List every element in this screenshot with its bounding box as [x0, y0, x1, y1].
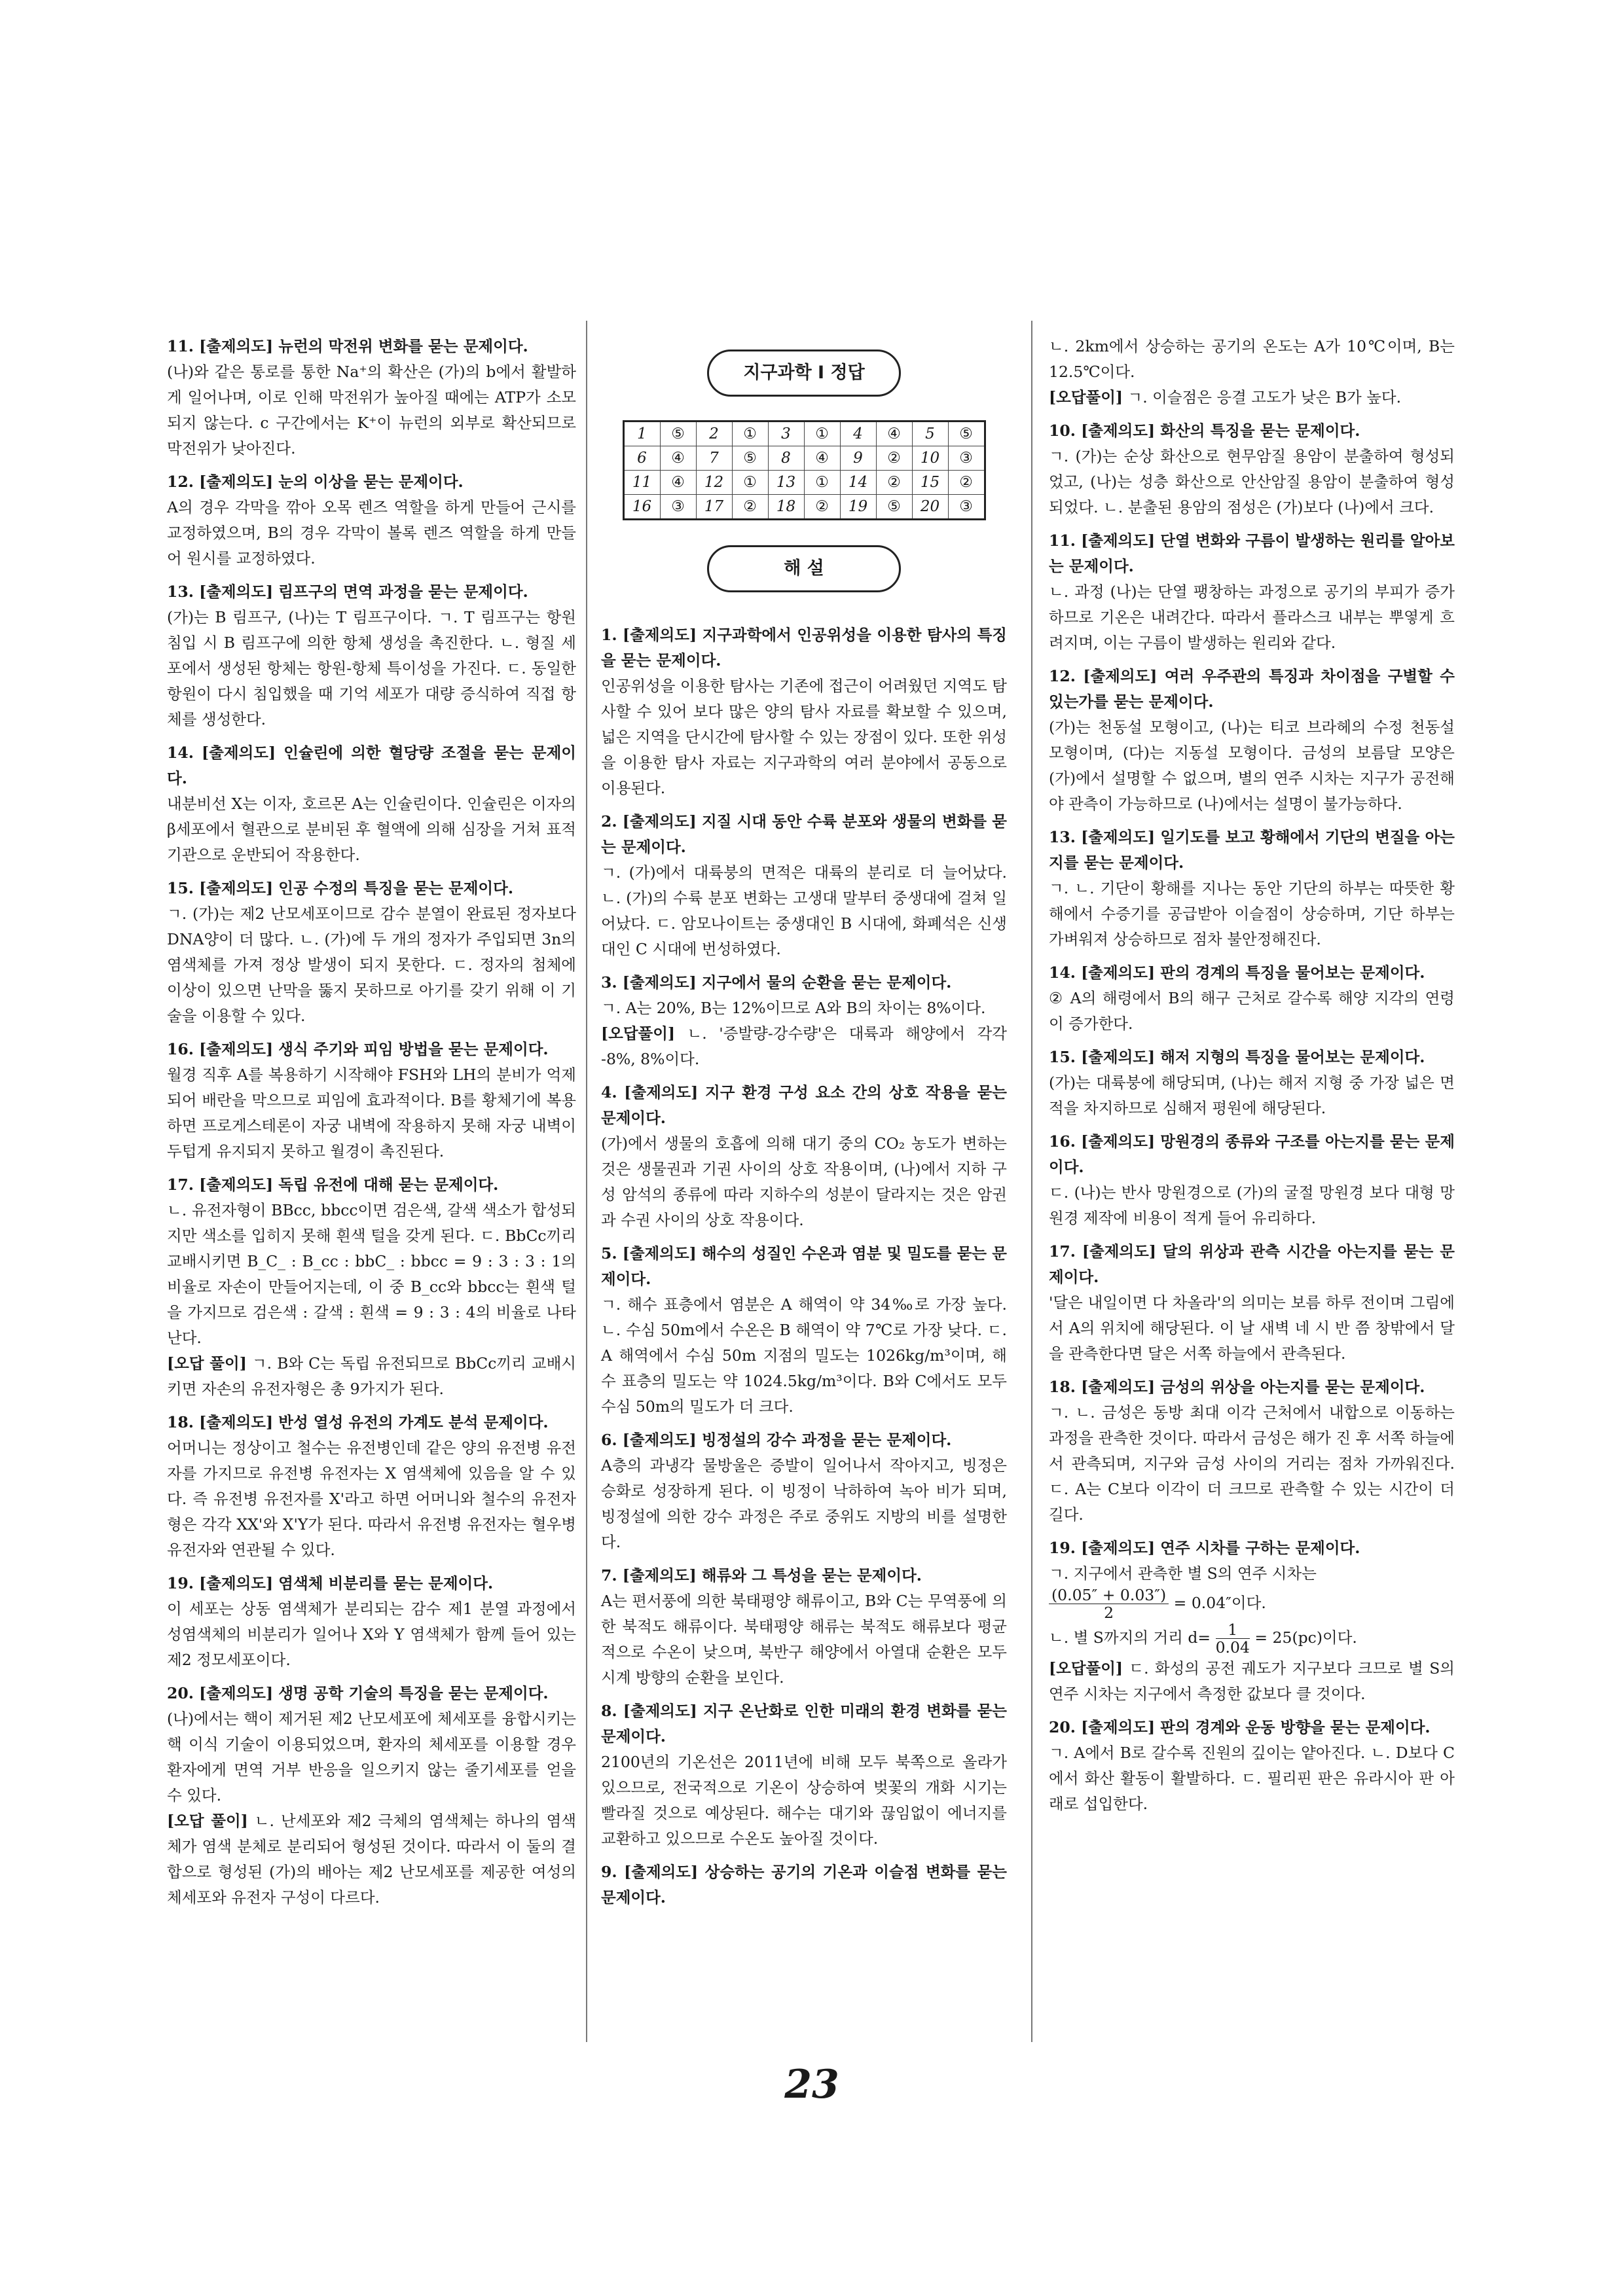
wrong-answer-label: [오답풀이]: [601, 1024, 676, 1043]
solution-item: [601, 1859, 1007, 1910]
question-heading: 19. [출제의도] 염색체 비분리를 묻는 문제이다.: [167, 1574, 494, 1592]
question-heading: 13. [출제의도] 일기도를 보고 황해에서 기단의 변질을 아는지를 묻는 문제이다.: [1049, 828, 1455, 872]
solution-text: ㄱ. (가)는 순상 화산으로 현무암질 용암이 분출하여 형성되었고, (나)는 성층 화산으로 안산암질 용암이 분출하여 형성되었다. ㄴ. 분출된 용암의 점성은 (가)보다 (나)에서 크다.: [1049, 447, 1455, 516]
answer-cell: ②: [732, 495, 768, 520]
wrong-answer-note: [167, 1808, 576, 1910]
fraction: [1216, 1621, 1250, 1656]
question-number-cell: 20: [912, 495, 948, 520]
solution-title: 해 설: [707, 545, 901, 592]
question-number-cell: 6: [623, 446, 660, 471]
question-heading: 13. [출제의도] 림프구의 면역 과정을 묻는 문제이다.: [167, 583, 528, 601]
solution-item: [1049, 334, 1455, 410]
question-heading: 1. [출제의도] 지구과학에서 인공위성을 이용한 탐사의 특징을 묻는 문제이다.: [601, 626, 1007, 670]
wrong-answer-label: [오답 풀이]: [167, 1354, 247, 1372]
fraction-numerator: (0.05″ + 0.03″): [1049, 1587, 1169, 1604]
answer-row: [623, 471, 985, 495]
solution-text: (가)는 B 림프구, (나)는 T 림프구이다. ㄱ. T 림프구는 항원 침입 시 B 림프구에 의한 항체 생성을 촉진한다. ㄴ. 형질 세포에서 생성된 항체는 항원-항체 특이성을 가진다. ㄷ. 동일한 항원이 다시 침입했을 때 기억 세포가 대량 증식하여 직접 항체를 생성한다.: [167, 608, 576, 728]
solution-text: ㄱ. A는 20%, B는 12%이므로 A와 B의 차이는 8%이다.: [601, 999, 986, 1017]
question-heading: 6. [출제의도] 빙정설의 강수 과정을 묻는 문제이다.: [601, 1431, 952, 1449]
solution-text: 어머니는 정상이고 철수는 유전병인데 같은 양의 유전병 유전자를 가지므로 유전병 유전자는 X 염색체에 있음을 알 수 있다. 즉 유전병 유전자를 X'라고 하면 어머니와 철수의 유전자형은 각각 XX'와 X'Y가 된다. 따라서 유전병 유전자는 혈우병 유전자와 연관될 수 있다.: [167, 1439, 576, 1559]
answer-key-title: 지구과학 Ⅰ 정답: [707, 350, 901, 397]
answer-cell: ⑤: [732, 446, 768, 471]
solution-text: ㄴ. 과정 (나)는 단열 팽창하는 과정으로 공기의 부피가 증가하므로 기온은 내려간다. 따라서 플라스크 내부는 뿌옇게 흐려지며, 이는 구름이 발생하는 원리와 같다.: [1049, 583, 1455, 652]
solution-text: ㄴ. 별 S까지의 거리 d=: [1049, 1628, 1211, 1647]
solution-text: ㄱ. A에서 B로 갈수록 진원의 깊이는 얕아진다. ㄴ. D보다 C에서 화산 활동이 활발하다. ㄷ. 필리핀 판은 유라시아 판 아래로 섭입한다.: [1049, 1744, 1455, 1813]
wrong-answer-note: [167, 1351, 576, 1402]
question-heading: 9. [출제의도] 상승하는 공기의 기온과 이슬점 변화를 묻는 문제이다.: [601, 1863, 1007, 1907]
question-heading: 18. [출제의도] 반성 열성 유전의 가계도 분석 문제이다.: [167, 1413, 549, 1431]
solution-item: [167, 1571, 576, 1673]
solution-item: [167, 579, 576, 732]
solution-item: [1049, 825, 1455, 952]
solution-text: 인공위성을 이용한 탐사는 기존에 접근이 어려웠던 지역도 탐사할 수 있어 보다 많은 양의 탐사 자료를 확보할 수 있으며, 넓은 지역을 단시간에 탐사할 수 있는 장점이 있다. 또한 위성을 이용한 탐사 자료는 지구과학의 여러 분야에서 공동으로 이용된다.: [601, 677, 1007, 797]
wrong-answer-note: [1049, 1656, 1455, 1707]
solution-text: ㄱ. 지구에서 관측한 별 S의 연주 시차는: [1049, 1564, 1317, 1583]
question-heading: 14. [출제의도] 인슐린에 의한 혈당량 조절을 묻는 문제이다.: [167, 744, 576, 787]
answer-cell: ④: [876, 422, 912, 446]
formula-result: = 25(pc)이다.: [1254, 1628, 1357, 1647]
solution-item: [1049, 1374, 1455, 1528]
answer-row: [623, 422, 985, 446]
solution-text: '달은 내일이면 다 차올라'의 의미는 보름 하루 전이며 그림에서 A의 위치에 해당된다. 이 날 새벽 네 시 반 쯤 창밖에서 달을 관측한다면 달은 서쪽 하늘에서 관측된다.: [1049, 1293, 1455, 1363]
question-heading: 7. [출제의도] 해류와 그 특성을 묻는 문제이다.: [601, 1566, 922, 1585]
question-heading: 16. [출제의도] 생식 주기와 피임 방법을 묻는 문제이다.: [167, 1040, 549, 1058]
solution-item: [1049, 1535, 1455, 1707]
solution-item: [167, 876, 576, 1029]
solution-text: (가)는 대륙붕에 해당되며, (나)는 해저 지형 중 가장 넓은 면적을 차지하므로 심해저 평원에 해당된다.: [1049, 1073, 1455, 1117]
solution-item: [601, 809, 1007, 962]
solution-text: (가)는 천동설 모형이고, (나)는 티코 브라헤의 수정 천동설 모형이며, (다)는 지동설 모형이다. 금성의 보름달 모양은 (가)에서 설명할 수 없으며, 별의 연주 시차는 지구가 공전해야 관측이 가능하므로 (나)에서는 설명이 불가능하다.: [1049, 718, 1455, 813]
answer-cell: ②: [948, 471, 985, 495]
solution-item: [601, 1080, 1007, 1233]
solution-item: [601, 1563, 1007, 1691]
answer-cell: ⑤: [660, 422, 696, 446]
fraction: [1049, 1587, 1169, 1621]
solution-item: [167, 469, 576, 571]
solution-text: (나)에서는 핵이 제거된 제2 난모세포에 체세포를 융합시키는 핵 이식 기술이 이용되었으며, 환자의 체세포를 이용할 경우 환자에게 면역 거부 반응을 일으키지 않는 줄기세포를 얻을 수 있다.: [167, 1710, 576, 1804]
wrong-answer-label: [오답 풀이]: [167, 1812, 248, 1830]
question-number-cell: 17: [696, 495, 732, 520]
wrong-answer-note: [1049, 385, 1455, 410]
fraction-denominator: 0.04: [1215, 1638, 1250, 1657]
column-earth-science: [601, 334, 1007, 1918]
question-heading: 3. [출제의도] 지구에서 물의 순환을 묻는 문제이다.: [601, 973, 952, 992]
wrong-answer-text: ㄴ. '증발량-강수량'은 대륙과 해양에서 각각 -8%, 8%이다.: [601, 1024, 1007, 1068]
answer-cell: ④: [660, 446, 696, 471]
question-heading: 20. [출제의도] 생명 공학 기술의 특징을 묻는 문제이다.: [167, 1684, 549, 1702]
question-heading: 15. [출제의도] 해저 지형의 특징을 물어보는 문제이다.: [1049, 1048, 1425, 1066]
solution-item: [601, 970, 1007, 1072]
solution-text: A는 편서풍에 의한 북태평양 해류이고, B와 C는 무역풍에 의한 북적도 해류이다. 북태평양 해류는 북적도 해류보다 평균적으로 수온이 낮으며, 북반구 해양에서 아열대 순환은 모두 시계 방향의 순환을 보인다.: [601, 1592, 1007, 1687]
answer-cell: ④: [804, 446, 840, 471]
solution-item: [1049, 960, 1455, 1037]
question-heading: 17. [출제의도] 독립 유전에 대해 묻는 문제이다.: [167, 1175, 499, 1194]
solution-item: [167, 334, 576, 461]
answer-cell: ①: [804, 422, 840, 446]
question-number-cell: 9: [840, 446, 876, 471]
question-number-cell: 2: [696, 422, 732, 446]
question-number-cell: 4: [840, 422, 876, 446]
fraction-numerator: 1: [1216, 1621, 1250, 1639]
fraction-denominator: 2: [1104, 1604, 1114, 1622]
question-number-cell: 8: [768, 446, 804, 471]
solution-text: ㄱ. 해수 표층에서 염분은 A 해역이 약 34‰로 가장 높다. ㄴ. 수심 50m에서 수온은 B 해역이 약 7℃로 가장 낮다. ㄷ. A 해역에서 수심 50m 지점의 밀도는 1026kg/m³이며, 해수 표층의 밀도는 약 1024.5kg/m³이다. B와 C에서도 모두 수심 50m의 밀도가 더 크다.: [601, 1295, 1007, 1416]
question-number-cell: 10: [912, 446, 948, 471]
question-heading: 12. [출제의도] 눈의 이상을 묻는 문제이다.: [167, 473, 464, 491]
solution-item: [1049, 1715, 1455, 1817]
question-number-cell: 3: [768, 422, 804, 446]
solution-text: ㄱ. (가)는 제2 난모세포이므로 감수 분열이 완료된 정자보다 DNA양이 더 많다. ㄴ. (가)에 두 개의 정자가 주입되면 3n의 염색체를 가져 정상 발생이 되지 못한다. ㄷ. 정자의 첨체에 이상이 있으면 난막을 뚫지 못하므로 아기를 갖기 위해 이 기술을 이용할 수 있다.: [167, 905, 576, 1025]
solution-item: [1049, 1239, 1455, 1367]
question-heading: 14. [출제의도] 판의 경계의 특징을 물어보는 문제이다.: [1049, 963, 1425, 982]
solution-item: [167, 1410, 576, 1563]
wrong-answer-text: ㄴ. 난세포와 제2 극체의 염색체는 하나의 염색체가 염색 분체로 분리되어 형성된 것이다. 따라서 이 둘의 결합으로 형성된 (가)의 배아는 제2 난모세포를 제공한 여성의 체세포와 유전자 구성이 다르다.: [167, 1812, 576, 1907]
formula-result: = 0.04″이다.: [1173, 1594, 1266, 1612]
answer-cell: ①: [732, 422, 768, 446]
question-heading: 19. [출제의도] 연주 시차를 구하는 문제이다.: [1049, 1539, 1360, 1557]
solution-text: 월경 직후 A를 복용하기 시작해야 FSH와 LH의 분비가 억제되어 배란을 막으므로 피임에 효과적이다. B를 황체기에 복용하면 프로게스테론이 자궁 내벽에 작용하지 못해 자궁 내벽이 두텁게 유지되지 못하고 월경이 촉진된다.: [167, 1066, 576, 1160]
answer-cell: ③: [948, 495, 985, 520]
solution-item: [167, 740, 576, 868]
answer-cell: ①: [804, 471, 840, 495]
question-heading: 5. [출제의도] 해수의 성질인 수온과 염분 및 밀도를 묻는 문제이다.: [601, 1244, 1007, 1288]
question-number-cell: 18: [768, 495, 804, 520]
solution-text: ㄷ. (나)는 반사 망원경으로 (가)의 굴절 망원경 보다 대형 망원경 제작에 비용이 적게 들어 유리하다.: [1049, 1183, 1455, 1227]
wrong-answer-note: [601, 1021, 1007, 1072]
question-number-cell: 7: [696, 446, 732, 471]
answer-cell: ②: [804, 495, 840, 520]
solution-text: A층의 과냉각 물방울은 증발이 일어나서 작아지고, 빙정은 승화로 성장하게 된다. 이 빙정이 낙하하여 녹아 비가 되며, 빙정설에 의한 강수 과정은 주로 중위도 지방의 비를 설명한다.: [601, 1456, 1007, 1551]
question-number-cell: 19: [840, 495, 876, 520]
solution-item: [1049, 528, 1455, 656]
question-heading: 20. [출제의도] 판의 경계와 운동 방향을 묻는 문제이다.: [1049, 1718, 1431, 1736]
solution-text: ㄱ. ㄴ. 금성은 동방 최대 이각 근처에서 내합으로 이동하는 과정을 관측한 것이다. 따라서 금성은 해가 진 후 서쪽 하늘에서 관측되며, 지구와 금성 사이의 거리는 점차 가까워진다. ㄷ. A는 C보다 이각이 더 크므로 관측할 수 있는 시간이 더 길다.: [1049, 1403, 1455, 1524]
question-heading: 15. [출제의도] 인공 수정의 특징을 묻는 문제이다.: [167, 879, 514, 897]
wrong-answer-label: [오답풀이]: [1049, 388, 1123, 406]
solution-text: 2100년의 기온선은 2011년에 비해 모두 북쪽으로 올라가 있으므로, 전국적으로 기온이 상승하여 벚꽃의 개화 시기는 빨라질 것으로 예상된다. 해수는 대기와 끊임없이 에너지를 교환하고 있으므로 수온도 높아질 것이다.: [601, 1753, 1007, 1848]
question-number-cell: 5: [912, 422, 948, 446]
solution-item: [1049, 664, 1455, 817]
answer-cell: ⑤: [876, 495, 912, 520]
question-number-cell: 16: [623, 495, 660, 520]
wrong-answer-text: ㄱ. 이슬점은 응결 고도가 낮은 B가 높다.: [1123, 388, 1402, 406]
question-heading: 11. [출제의도] 단열 변화와 구름이 발생하는 원리를 알아보는 문제이다.: [1049, 531, 1455, 575]
question-number-cell: 11: [623, 471, 660, 495]
question-heading: 17. [출제의도] 달의 위상과 관측 시간을 아는지를 묻는 문제이다.: [1049, 1242, 1455, 1286]
solution-item: [1049, 1129, 1455, 1231]
question-number-cell: 15: [912, 471, 948, 495]
question-heading: 10. [출제의도] 화산의 특징을 묻는 문제이다.: [1049, 422, 1360, 440]
solution-item: [1049, 418, 1455, 520]
formula-line: [1049, 1587, 1455, 1621]
solution-item: [1049, 1045, 1455, 1121]
solution-item: [167, 1681, 576, 1910]
answer-cell: ①: [732, 471, 768, 495]
formula-line: [1049, 1621, 1455, 1656]
solution-text: ㄴ. 유전자형이 BBcc, bbcc이면 검은색, 갈색 색소가 합성되지만 색소를 입히지 못해 흰색 털을 갖게 된다. ㄷ. BbCc끼리 교배시키면 B_C_ : B_cc : bbC_ : bbcc = 9 : 3 : 3 : 1의 비율로 자손이 만들어지는데, 이 중 B_cc와 bbcc는 흰색 털을 가지므로 검은색 : 갈색 : 흰색 = 9 : 3 : 4의 비율로 나타난다.: [167, 1201, 576, 1347]
solution-text: A의 경우 각막을 깎아 오목 렌즈 역할을 하게 만들어 근시를 교정하였으며, B의 경우 각막이 볼록 렌즈 역할을 하게 만들어 원시를 교정하였다.: [167, 498, 576, 567]
answer-cell: ⑤: [948, 422, 985, 446]
solution-text: ㄱ. (가)에서 대륙붕의 면적은 대륙의 분리로 더 늘어났다. ㄴ. (가)의 수륙 분포 변화는 고생대 말부터 중생대에 걸쳐 일어났다. ㄷ. 암모나이트는 중생대인 B 시대에, 화폐석은 신생대인 C 시대에 번성하였다.: [601, 863, 1007, 958]
answer-table: [623, 420, 986, 520]
solution-item: [601, 1241, 1007, 1420]
answer-row: [623, 446, 985, 471]
column-divider-2: [1031, 321, 1032, 2042]
question-heading: 18. [출제의도] 금성의 위상을 아는지를 묻는 문제이다.: [1049, 1378, 1425, 1396]
wrong-answer-text: ㄱ. B와 C는 독립 유전되므로 BbCc끼리 교배시키면 자손의 유전자형은 총 9가지가 된다.: [167, 1354, 576, 1398]
solution-item: [167, 1037, 576, 1164]
answer-cell: ②: [876, 446, 912, 471]
page-number: 23: [784, 2062, 839, 2108]
solution-item: [601, 1698, 1007, 1852]
question-heading: 4. [출제의도] 지구 환경 구성 요소 간의 상호 작용을 묻는 문제이다.: [601, 1083, 1007, 1127]
question-heading: 11. [출제의도] 뉴런의 막전위 변화를 묻는 문제이다.: [167, 337, 528, 355]
wrong-answer-text: ㄷ. 화성의 공전 궤도가 지구보다 크므로 별 S의 연주 시차는 지구에서 측정한 값보다 클 것이다.: [1049, 1659, 1455, 1703]
answer-cell: ③: [948, 446, 985, 471]
question-heading: 2. [출제의도] 지질 시대 동안 수륙 분포와 생물의 변화를 묻는 문제이다.: [601, 812, 1007, 856]
answer-row: [623, 495, 985, 520]
solution-text: (가)에서 생물의 호흡에 의해 대기 중의 CO₂ 농도가 변하는 것은 생물권과 기권 사이의 상호 작용이며, (나)에서 지하 구성 암석의 종류에 따라 지하수의 성분이 달라지는 것은 암권과 수권 사이의 상호 작용이다.: [601, 1134, 1007, 1229]
wrong-answer-label: [오답풀이]: [1049, 1659, 1123, 1677]
solution-text: ② A의 해령에서 B의 해구 근처로 갈수록 해양 지각의 연령이 증가한다.: [1049, 989, 1455, 1033]
question-number-cell: 1: [623, 422, 660, 446]
question-number-cell: 14: [840, 471, 876, 495]
solution-item: [601, 622, 1007, 801]
answer-cell: ④: [660, 471, 696, 495]
solution-text: 내분비선 X는 이자, 호르몬 A는 인슐린이다. 인슐린은 이자의 β세포에서 혈관으로 분비된 후 혈액에 의해 심장을 거쳐 표적 기관으로 운반되어 작용한다.: [167, 795, 576, 864]
column-earth-science-continued: [1049, 334, 1455, 1825]
column-biology-solutions: [167, 334, 576, 1918]
solution-item: [167, 1172, 576, 1402]
question-heading: 12. [출제의도] 여러 우주관의 특징과 차이점을 구별할 수 있는가를 묻는 문제이다.: [1049, 667, 1455, 711]
column-divider-1: [586, 321, 587, 2042]
answer-cell: ②: [876, 471, 912, 495]
solution-text: 이 세포는 상동 염색체가 분리되는 감수 제1 분열 과정에서 성염색체의 비분리가 일어나 X와 Y 염색체가 함께 들어 있는 제2 정모세포이다.: [167, 1600, 576, 1669]
question-heading: 16. [출제의도] 망원경의 종류와 구조를 아는지를 묻는 문제이다.: [1049, 1132, 1455, 1176]
solution-text: (나)와 같은 통로를 통한 Na⁺의 확산은 (가)의 b에서 활발하게 일어나며, 이로 인해 막전위가 높아질 때에는 ATP가 소모되지 않는다. c 구간에서는 K⁺이 뉴런의 외부로 확산되므로 막전위가 낮아진다.: [167, 363, 576, 457]
question-number-cell: 13: [768, 471, 804, 495]
solution-text: ㄱ. ㄴ. 기단이 황해를 지나는 동안 기단의 하부는 따뜻한 황해에서 수증기를 공급받아 이슬점이 상승하며, 기단 하부는 가벼워져 상승하므로 점차 불안정해진다.: [1049, 879, 1455, 948]
solution-item: [601, 1427, 1007, 1555]
question-number-cell: 12: [696, 471, 732, 495]
question-heading: 8. [출제의도] 지구 온난화로 인한 미래의 환경 변화를 묻는 문제이다.: [601, 1702, 1007, 1746]
solution-text: ㄴ. 2km에서 상승하는 공기의 온도는 A가 10℃이며, B는 12.5℃이다.: [1049, 337, 1455, 381]
answer-cell: ③: [660, 495, 696, 520]
